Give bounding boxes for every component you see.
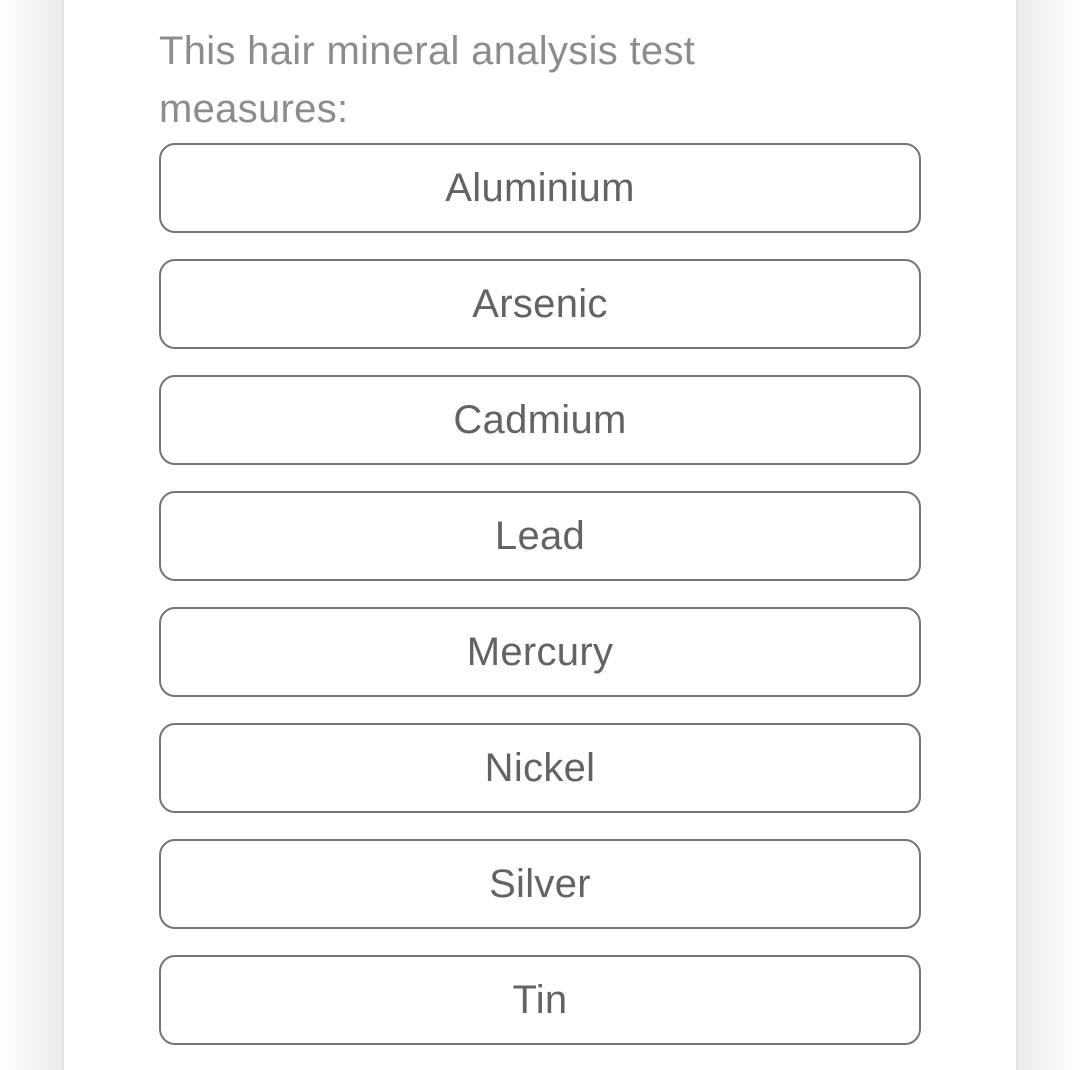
option-button[interactable]: Mercury: [159, 607, 921, 697]
option-button[interactable]: Tin: [159, 955, 921, 1045]
option-button[interactable]: Aluminium: [159, 143, 921, 233]
answer-options: [159, 143, 921, 1045]
question-line-1: This hair mineral analysis test: [159, 29, 696, 73]
option-button[interactable]: Nickel: [159, 723, 921, 813]
page-edge-shadow-right: [1016, 0, 1080, 1070]
option-button[interactable]: Lead: [159, 491, 921, 581]
option-button[interactable]: Cadmium: [159, 375, 921, 465]
option-button[interactable]: Silver: [159, 839, 921, 929]
page-edge-shadow-left: [0, 0, 64, 1070]
quiz-page: [64, 0, 1016, 1070]
question-text: [159, 22, 921, 138]
option-button[interactable]: Arsenic: [159, 259, 921, 349]
question-line-2: measures:: [159, 87, 349, 131]
